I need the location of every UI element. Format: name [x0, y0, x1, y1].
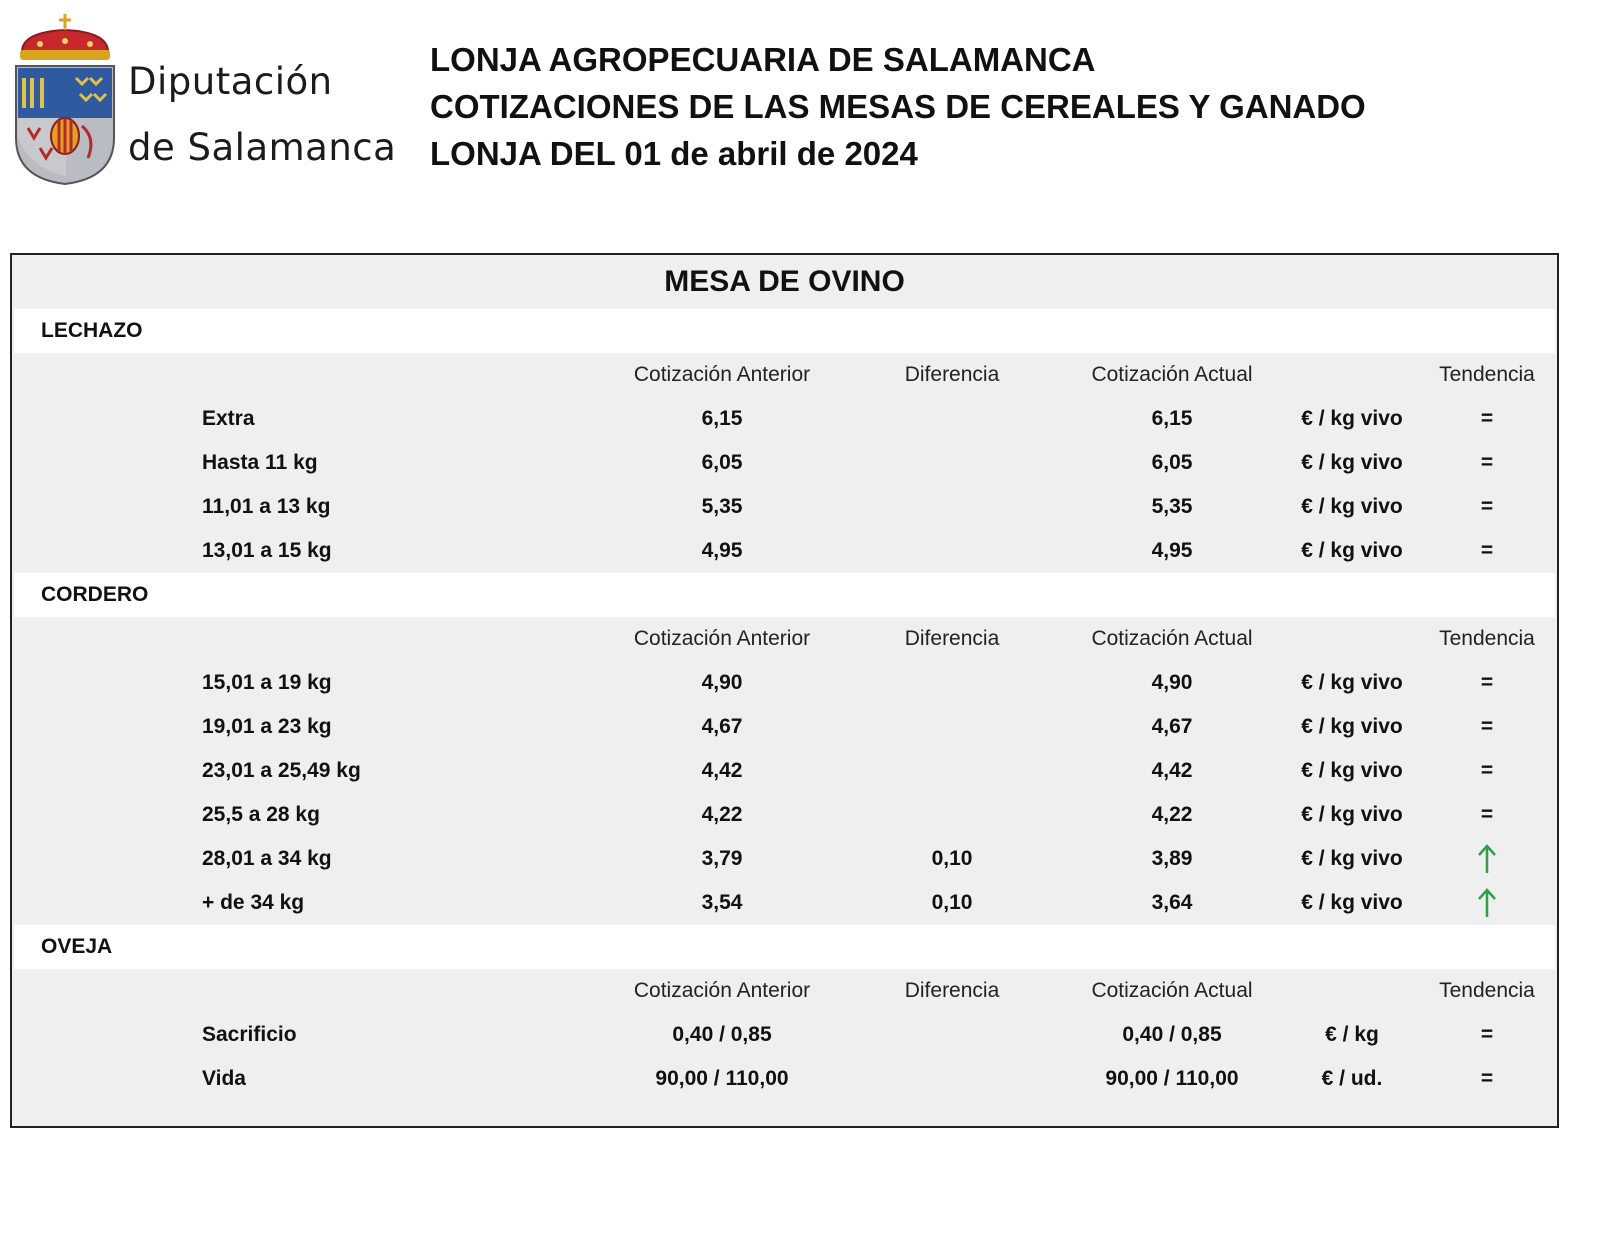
cotizacion-actual: 4,22 — [1151, 803, 1193, 826]
diferencia — [852, 705, 1052, 749]
table-row — [12, 793, 1557, 837]
cotizacion-anterior: 4,90 — [701, 671, 743, 694]
cotizacion-anterior: 4,95 — [701, 539, 743, 562]
tendencia: = — [1480, 495, 1494, 518]
diferencia: 0,10 — [931, 891, 973, 914]
tendencia: = — [1480, 451, 1494, 474]
row-label: + de 34 kg — [202, 891, 305, 914]
tendencia: = — [1480, 1067, 1494, 1090]
cotizacion-actual: 6,15 — [1151, 407, 1193, 430]
row-label: Hasta 11 kg — [202, 451, 318, 474]
up-arrow-icon — [1417, 837, 1557, 881]
cotizacion-anterior: 4,22 — [701, 803, 743, 826]
col-header-actual: Cotización Actual — [1091, 627, 1253, 650]
cotizacion-anterior: 6,05 — [701, 451, 743, 474]
tendencia: = — [1480, 407, 1494, 430]
document-header — [430, 36, 1366, 177]
diferencia — [852, 529, 1052, 573]
tendencia: = — [1480, 759, 1494, 782]
tendencia: = — [1480, 539, 1494, 562]
diferencia: 0,10 — [931, 847, 973, 870]
table-row — [12, 1057, 1557, 1101]
unit: € / kg vivo — [1301, 715, 1403, 738]
cotizacion-actual: 3,64 — [1151, 891, 1193, 914]
unit: € / kg vivo — [1301, 671, 1403, 694]
cotizacion-actual: 90,00 / 110,00 — [1105, 1067, 1239, 1090]
cotizacion-anterior: 5,35 — [701, 495, 743, 518]
table-row — [12, 661, 1557, 705]
diferencia — [852, 397, 1052, 441]
cotizacion-anterior: 3,54 — [701, 891, 743, 914]
up-arrow-icon — [1417, 881, 1557, 925]
price-table — [10, 253, 1559, 1128]
cotizacion-actual: 4,67 — [1151, 715, 1193, 738]
diferencia — [852, 749, 1052, 793]
diferencia — [852, 485, 1052, 529]
row-label: Extra — [202, 407, 255, 430]
diferencia — [852, 1013, 1052, 1057]
tendencia: = — [1480, 803, 1494, 826]
table-row — [12, 837, 1557, 881]
row-label: 19,01 a 23 kg — [202, 715, 332, 738]
col-header-diferencia: Diferencia — [904, 627, 1000, 650]
unit: € / kg vivo — [1301, 495, 1403, 518]
unit: € / kg vivo — [1301, 847, 1403, 870]
diferencia — [852, 1057, 1052, 1101]
tendencia: = — [1480, 1023, 1494, 1046]
logo-line-2: de Salamanca — [128, 126, 397, 169]
cotizacion-anterior: 4,42 — [701, 759, 743, 782]
cotizacion-anterior: 3,79 — [701, 847, 743, 870]
table-row — [12, 705, 1557, 749]
cotizacion-actual: 4,42 — [1151, 759, 1193, 782]
unit: € / ud. — [1321, 1067, 1383, 1090]
tendencia: = — [1480, 671, 1494, 694]
col-header-anterior: Cotización Anterior — [633, 363, 811, 386]
section-label-lechazo: LECHAZO — [14, 309, 1555, 353]
diferencia — [852, 661, 1052, 705]
cotizacion-actual: 4,90 — [1151, 671, 1193, 694]
table-row — [12, 881, 1557, 925]
up-arrow-icon — [1476, 843, 1498, 875]
header-subtitle: COTIZACIONES DE LAS MESAS DE CEREALES Y GANADO — [430, 88, 1366, 125]
cotizacion-actual: 3,89 — [1151, 847, 1193, 870]
cotizacion-anterior: 0,40 / 0,85 — [672, 1023, 772, 1046]
diferencia — [852, 793, 1052, 837]
header-date: LONJA DEL 01 de abril de 2024 — [430, 135, 918, 172]
unit: € / kg vivo — [1301, 803, 1403, 826]
up-arrow-icon — [1476, 887, 1498, 919]
cotizacion-anterior: 4,67 — [701, 715, 743, 738]
table-row — [12, 441, 1557, 485]
col-header-actual: Cotización Actual — [1091, 979, 1253, 1002]
table-row — [12, 1013, 1557, 1057]
row-label: Sacrificio — [202, 1023, 297, 1046]
table-row — [12, 485, 1557, 529]
logo-line-1: Diputación — [128, 60, 333, 103]
col-header-anterior: Cotización Anterior — [633, 979, 811, 1002]
unit: € / kg — [1325, 1023, 1379, 1046]
section-label-cordero: CORDERO — [14, 573, 1555, 617]
table-row — [12, 529, 1557, 573]
column-header-row — [12, 617, 1557, 661]
col-header-tendencia: Tendencia — [1439, 627, 1535, 650]
row-label: 11,01 a 13 kg — [202, 495, 331, 518]
tendencia: = — [1480, 715, 1494, 738]
col-header-actual: Cotización Actual — [1091, 363, 1253, 386]
cotizacion-actual: 6,05 — [1151, 451, 1193, 474]
col-header-diferencia: Diferencia — [904, 363, 1000, 386]
cotizacion-anterior: 6,15 — [701, 407, 743, 430]
row-label: 25,5 a 28 kg — [202, 803, 320, 826]
column-header-row — [12, 969, 1557, 1013]
table-row — [12, 397, 1557, 441]
unit: € / kg vivo — [1301, 891, 1403, 914]
section-label-oveja: OVEJA — [14, 925, 1555, 969]
col-header-tendencia: Tendencia — [1439, 979, 1535, 1002]
row-label: 23,01 a 25,49 kg — [202, 759, 361, 782]
row-label: 13,01 a 15 kg — [202, 539, 332, 562]
diferencia — [852, 441, 1052, 485]
table-title: MESA DE OVINO — [12, 255, 1557, 309]
cotizacion-anterior: 90,00 / 110,00 — [655, 1067, 789, 1090]
cotizacion-actual: 5,35 — [1151, 495, 1193, 518]
logo — [8, 8, 397, 188]
coat-of-arms-icon — [10, 8, 120, 188]
unit: € / kg vivo — [1301, 407, 1403, 430]
unit: € / kg vivo — [1301, 759, 1403, 782]
unit: € / kg vivo — [1301, 451, 1403, 474]
cotizacion-actual: 4,95 — [1151, 539, 1193, 562]
unit: € / kg vivo — [1301, 539, 1403, 562]
column-header-row — [12, 353, 1557, 397]
col-header-diferencia: Diferencia — [904, 979, 1000, 1002]
cotizacion-actual: 0,40 / 0,85 — [1122, 1023, 1222, 1046]
row-label: Vida — [202, 1067, 246, 1090]
col-header-anterior: Cotización Anterior — [633, 627, 811, 650]
row-label: 15,01 a 19 kg — [202, 671, 332, 694]
col-header-tendencia: Tendencia — [1439, 363, 1535, 386]
header-title: LONJA AGROPECUARIA DE SALAMANCA — [430, 41, 1096, 78]
table-row — [12, 749, 1557, 793]
row-label: 28,01 a 34 kg — [202, 847, 332, 870]
